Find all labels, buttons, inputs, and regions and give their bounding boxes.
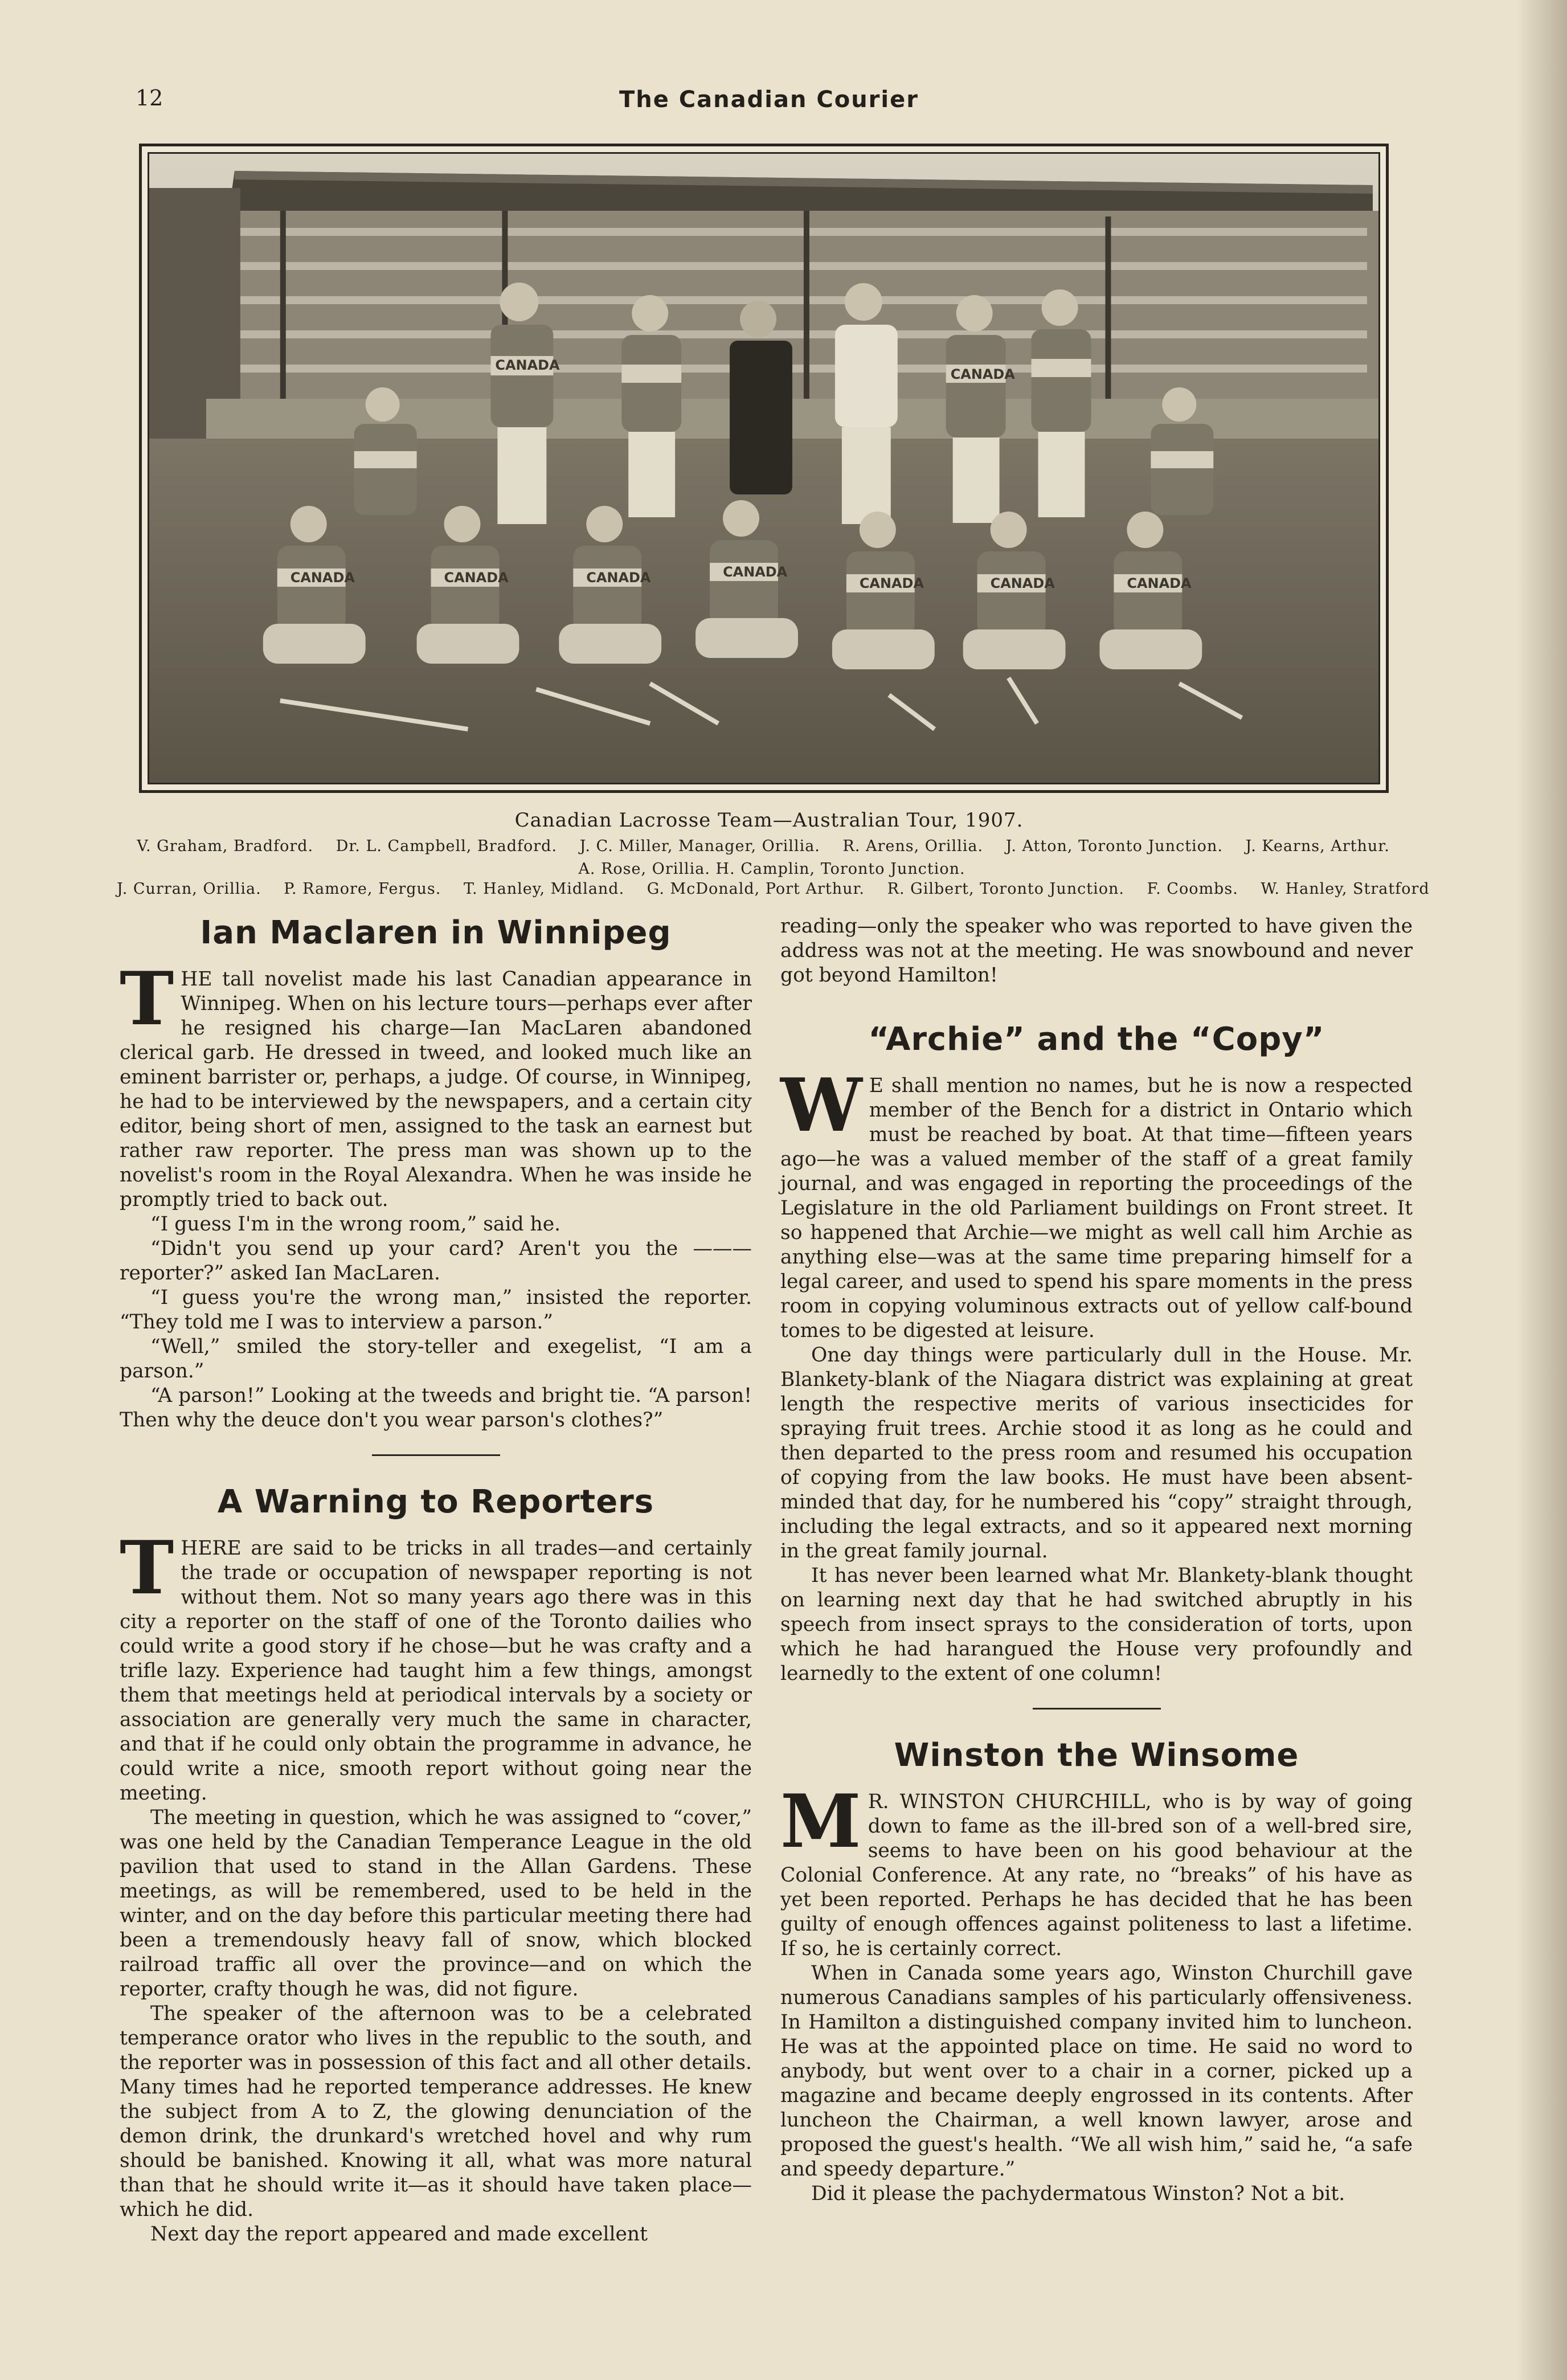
player-name: Dr. L. Campbell, Bradford. <box>336 837 558 855</box>
drop-cap: T <box>120 956 174 1042</box>
running-title: The Canadian Courier <box>619 87 919 113</box>
page-header <box>0 85 1567 131</box>
player-name: F. Coombs. <box>1147 880 1238 898</box>
article-paragraph: “I guess I'm in the wrong room,” said he. <box>150 1213 561 1236</box>
drop-cap: W <box>780 1063 862 1148</box>
names-row-1 <box>117 837 1427 855</box>
sweater-label: CANADA <box>1127 575 1192 592</box>
article-paragraph <box>780 1779 1413 1961</box>
section-divider <box>372 1454 500 1456</box>
sweater-label: CANADA <box>950 366 1015 383</box>
paragraph-text: E shall mention no names, but he is now a respected member of the Bench for a district in Ontario which must be reached by boat. At that time—fifteen years ago—he was a valued member of the staff of a great family journal, and was engaged in reporting the proceedings of the Legislature in the old Parliament buildings on Front street. It so happened that Archie—we might as well call him Archie as anything else—was at the same time preparing himself for a legal career, and used to spend his spare moments in the press room in copying voluminous extracts out of yellow calf-bound tomes to be digested at leisure. <box>780 1074 1413 1342</box>
names-row-2: A. Rose, Orillia. H. Camplin, Toronto Junction. <box>578 860 965 878</box>
article-paragraph: The meeting in question, which he was assigned to “cover,” was one held by the Canadian Temperance League in the old pavilion that used to stand in the Allan Gardens. These meetings, as will be remembered, used to be held in the winter, and on the day before this particular meeting there had been a tremendously heavy fall of snow, which blocked railroad traffic all over the province—and on which the reporter, crafty though he was, did not figure. <box>120 1806 752 2001</box>
page-number: 12 <box>136 85 163 111</box>
paragraph-text: HE tall novelist made his last Canadian appearance in Winnipeg. When on his lecture tours—perhaps ever after he resigned his charge—Ian MacLaren abandoned clerical garb. He dressed in tweed, and looked much like an eminent barrister or, perhaps, a judge. Of course, in Winnipeg, he had to be interviewed by the newspapers, and a certain city editor, being short of men, assigned to the task an earnest but rather raw reporter. The press man was shown up to the novelist's room in the Royal Alexandra. When he was inside he promptly tried to back out. <box>120 968 752 1211</box>
section-divider <box>1033 1708 1161 1710</box>
sweater-label: CANADA <box>290 569 355 586</box>
player-name: T. Hanley, Midland. <box>463 880 625 898</box>
sweater-label: CANADA <box>859 575 924 592</box>
article-title-warning: A Warning to Reporters <box>217 1483 654 1520</box>
player-name: R. Arens, Orillia. <box>842 837 984 855</box>
article-paragraph: “Well,” smiled the story-teller and exegelist, “I am a parson.” <box>120 1335 752 1383</box>
article-title-archie: “Archie” and the “Copy” <box>868 1021 1325 1058</box>
player-name: J. Kearns, Arthur. <box>1245 837 1390 855</box>
article-paragraph: The speaker of the afternoon was to be a celebrated temperance orator who lives in the republic to the south, and the reporter was in possession of this fact and all other details. Many times had he reported temperance addresses. He knew the subject from A to Z, the glowing denunciation of the demon drink, the drunkard's wretched hovel and why rum should be banished. Knowing it all, what was more natural than that he should write it—as it should have taken place—which he did. <box>120 2002 752 2221</box>
article-paragraph: One day things were particularly dull in the House. Mr. Blankety-blank of the Niagara district was explaining at great length the respective merits of various insecticides for spraying fruit trees. Archie stood it as long as he could and then departed to the press room and resumed his occupation of copying from the law books. He must have been absent-minded that day, for he numbered his “copy” straight through, including the legal extracts, and so it appeared next morning in the great family journal. <box>780 1344 1413 1563</box>
article-paragraph <box>780 1063 1413 1343</box>
article-paragraph: “Didn't you send up your card? Aren't you the ——— reporter?” asked Ian MacLaren. <box>120 1237 752 1285</box>
article-paragraph: When in Canada some years ago, Winston Churchill gave numerous Canadians samples of his particularly offensiveness. In Hamilton a distinguished company invited him to luncheon. He was at the appointed place on time. He said no word to anybody, but went over to a chair in a corner, picked up a magazine and became deeply engrossed in its contents. After luncheon the Chairman, a well known lawyer, arose and proposed the guest's health. “We all wish him,” said he, “a safe and speedy departure.” <box>780 1962 1413 2181</box>
page-edge-shadow <box>1516 0 1567 2380</box>
article-paragraph: Did it please the pachydermatous Winston? Not a bit. <box>811 2182 1345 2205</box>
sweater-label: CANADA <box>444 569 509 586</box>
sweater-label: CANADA <box>723 563 788 580</box>
article-paragraph: It has never been learned what Mr. Blankety-blank thought on learning next day that he had switched abruptly in his speech from insect sprays to the consideration of torts, upon which he had harangued the House very profoundly and learnedly to the extent of one column! <box>780 1564 1413 1685</box>
paragraph-text: HERE are said to be tricks in all trades—and certainly the trade or occupation of newspaper reporting is not without them. Not so many years ago there was in this city a reporter on the staff of one of the Toronto dailies who could write a good story if he chose—but he was crafty and a trifle lazy. Experience had taught him a few things, amongst them that meetings held at periodical intervals by a society or association are generally very much the same in character, and that if he could only obtain the programme in advance, he could write a nice, smooth report without going near the meeting. <box>120 1537 752 1805</box>
player-name: J. C. Miller, Manager, Orillia. <box>579 837 820 855</box>
article-paragraph: Next day the report appeared and made excellent <box>150 2223 648 2246</box>
left-column <box>120 914 752 2247</box>
player-name: P. Ramore, Fergus. <box>284 880 441 898</box>
paragraph-text: R. WINSTON CHURCHILL, who is by way of going down to fame as the ill-bred son of a well-bred sire, seems to have been on his good behaviour at the Colonial Conference. At any rate, no “breaks” of his have as yet been reported. Perhaps he has decided that he has been guilty of enough offences against politeness to last a lifetime. If so, he is certainly correct. <box>780 1790 1413 1960</box>
article-paragraph-continued: reading—only the speaker who was reported to have given the address was not at the meeting. He was snowbound and never got beyond Hamilton! <box>780 915 1413 987</box>
player-name: W. Hanley, Stratford <box>1261 880 1430 898</box>
sweater-label: CANADA <box>495 357 560 374</box>
right-column <box>780 914 1413 2206</box>
player-name: J. Atton, Toronto Junction. <box>1005 837 1223 855</box>
names-row-3 <box>117 880 1430 898</box>
drop-cap: T <box>120 1526 174 1611</box>
photo-caption: Canadian Lacrosse Team—Australian Tour, 1907. <box>514 809 1024 832</box>
article-paragraph: “I guess you're the wrong man,” insisted the reporter. “They told me I was to interview a parson.” <box>120 1286 752 1334</box>
sweater-label: CANADA <box>990 575 1055 592</box>
article-paragraph: “A parson!” Looking at the tweeds and bright tie. “A parson! Then why the deuce don't you wear parson's clothes?” <box>120 1384 752 1432</box>
player-name: V. Graham, Bradford. <box>137 837 314 855</box>
lacrosse-team-photo <box>148 152 1380 784</box>
player-name: J. Curran, Orillia. <box>117 880 261 898</box>
player-name: G. McDonald, Port Arthur. <box>647 880 865 898</box>
article-title-maclaren: Ian Maclaren in Winnipeg <box>200 914 672 951</box>
article-title-winston: Winston the Winsome <box>894 1737 1299 1774</box>
sweater-label: CANADA <box>586 569 651 586</box>
player-name: R. Gilbert, Toronto Junction. <box>887 880 1124 898</box>
article-paragraph <box>120 1526 752 1806</box>
team-photo <box>139 144 1389 793</box>
article-paragraph <box>120 956 752 1212</box>
drop-cap: M <box>780 1779 861 1864</box>
